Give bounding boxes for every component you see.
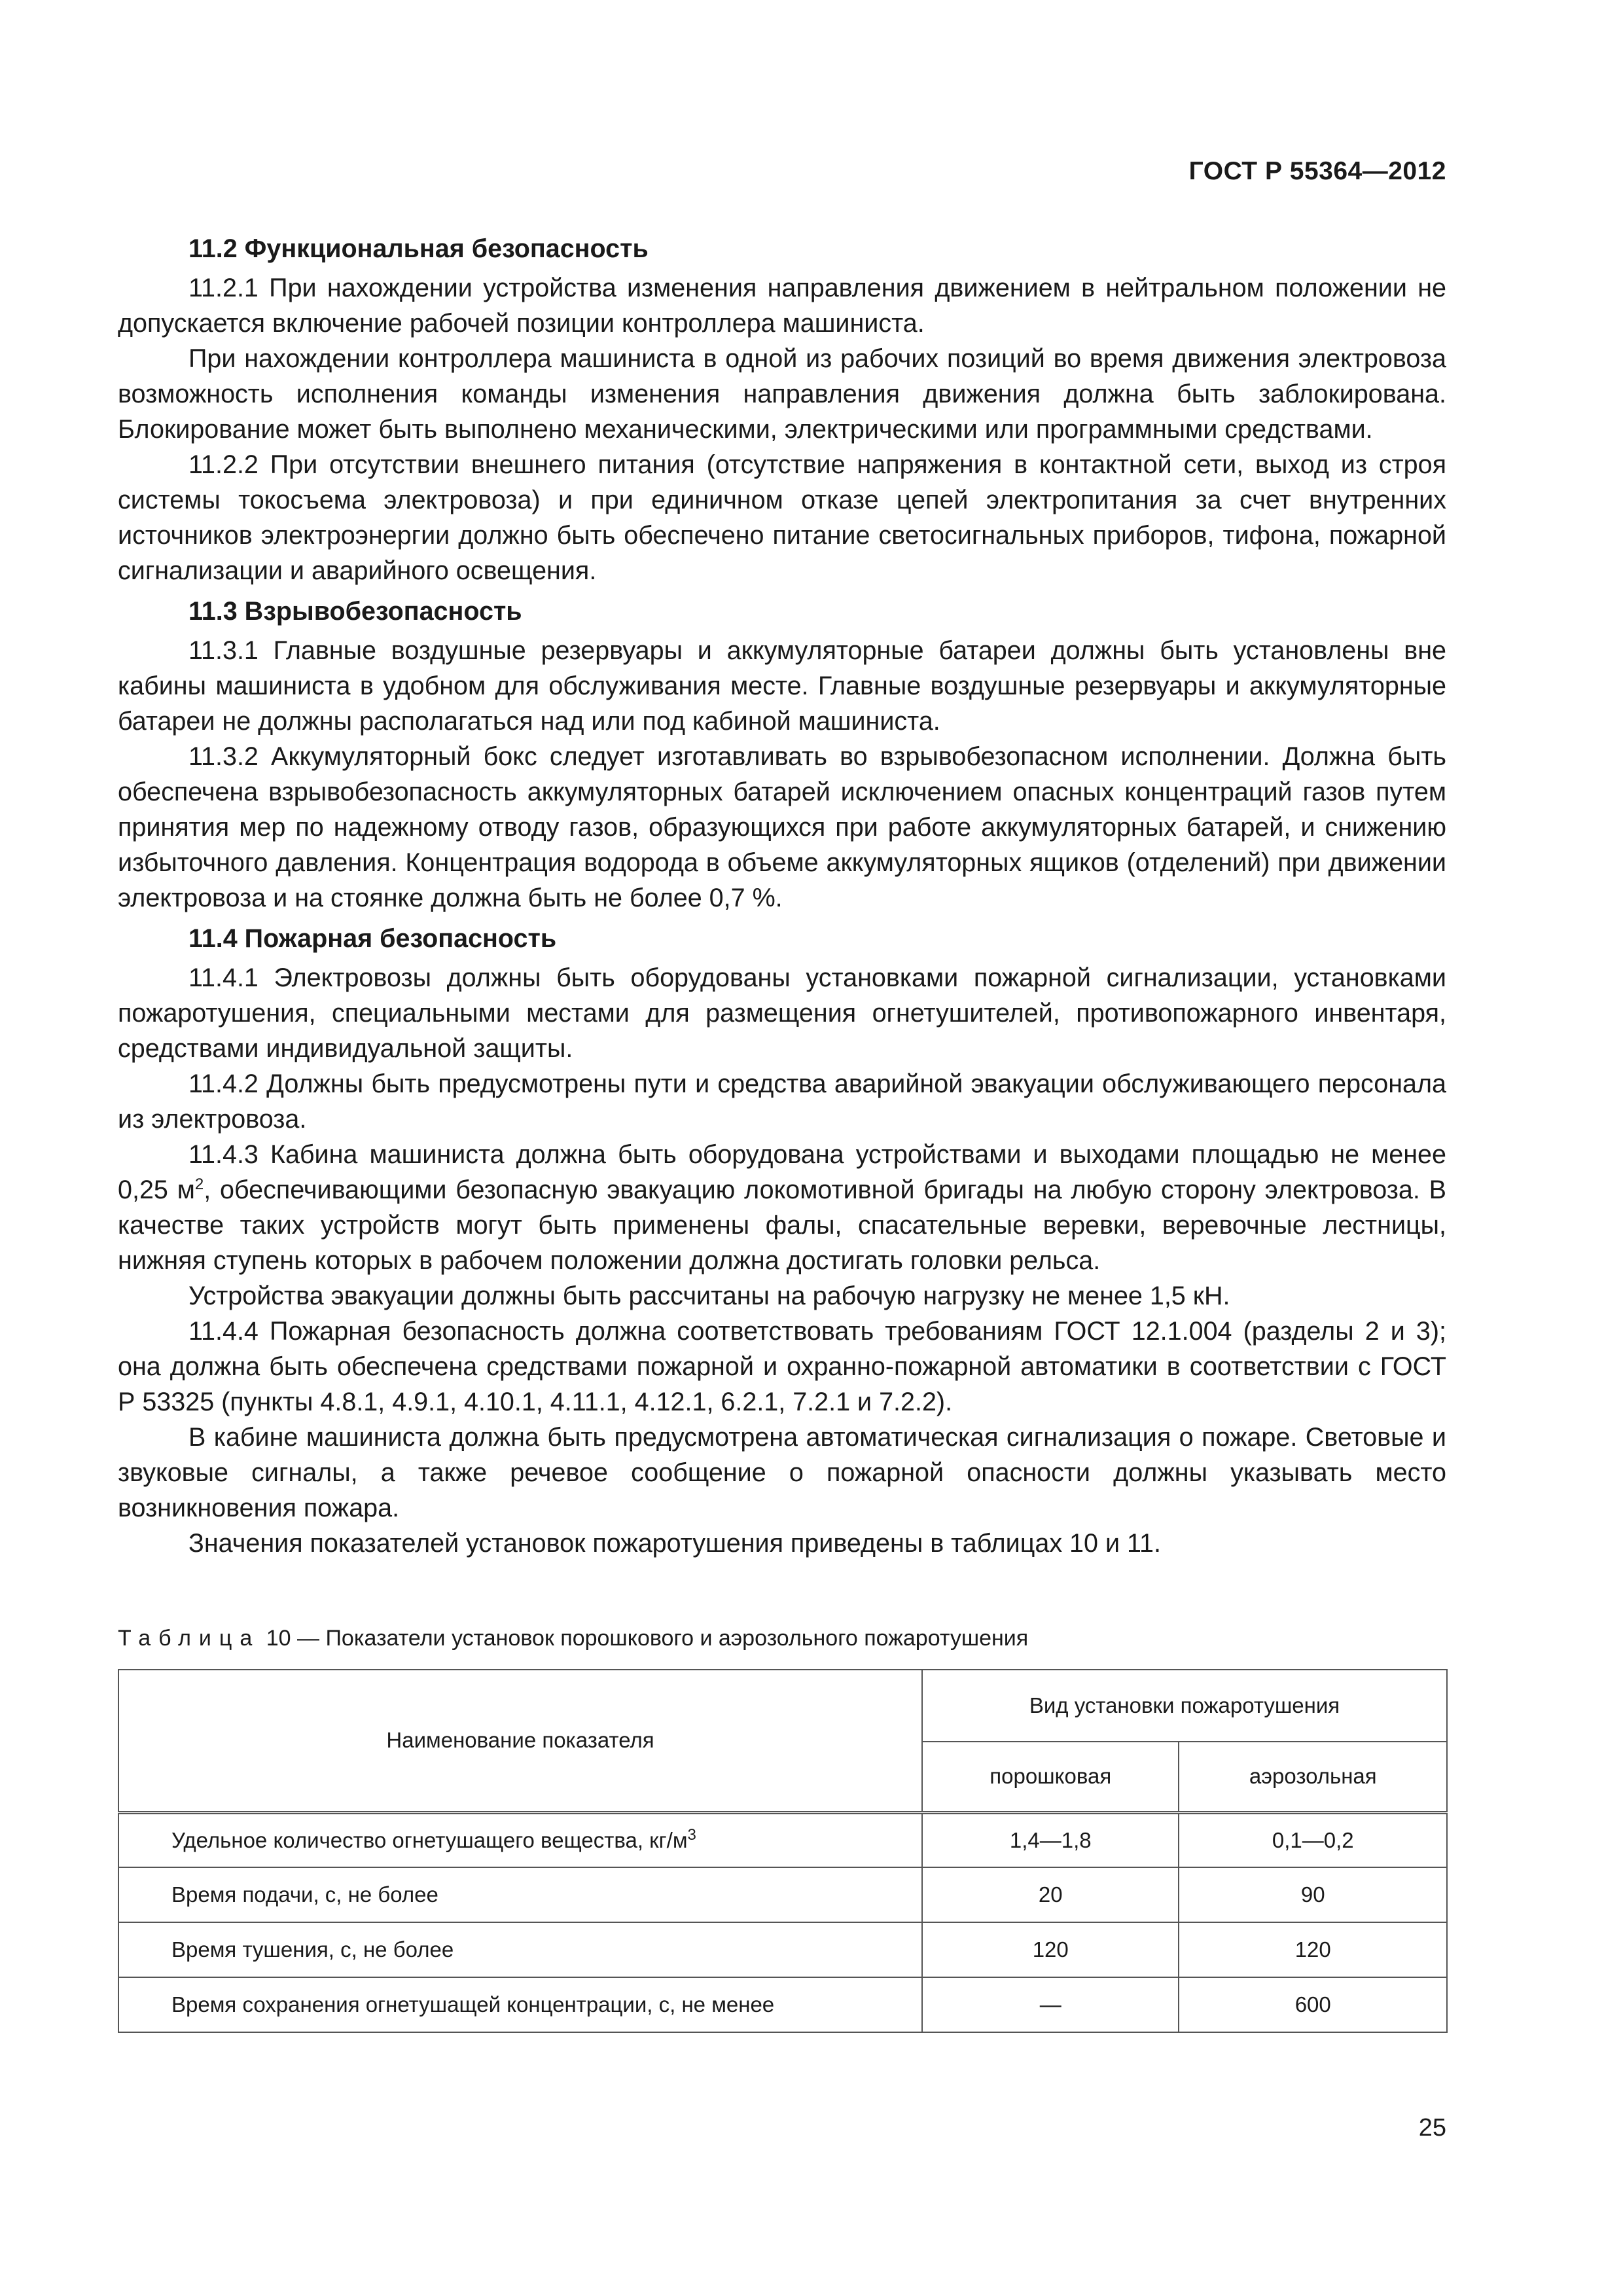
header-installation-type: Вид установки пожаротушения xyxy=(922,1670,1447,1742)
extinguishing-table xyxy=(118,1669,1448,2033)
paragraph-11-4-3-text: 11.4.3 Кабина машиниста должна быть оборудована устройствами и выходами площадью не менее 0,25 м xyxy=(118,1140,1446,1204)
document-body xyxy=(118,226,1446,1561)
row-name: Время сохранения огнетушащей концентрации, с, не менее xyxy=(118,1977,922,2032)
row-value-aerosol: 0,1—0,2 xyxy=(1179,1812,1447,1867)
paragraph-11-3-2: 11.3.2 Аккумуляторный бокс следует изготавливать во взрывобезопасном исполнении. Должна быть обеспечена взрывобезопасность аккумуляторных батарей исключением опасных концентраций газов путем принятия мер по надежному отводу газов, образующихся при работе аккумуляторных батарей, и снижению избыточного давления. Концентрация водорода в объеме аккумуляторных ящиков (отделений) при движении электровоза и на стоянке должна быть не более 0,7 %. xyxy=(118,742,1446,912)
table-row xyxy=(118,1922,1447,1977)
paragraph-11-4-4: 11.4.4 Пожарная безопасность должна соответствовать требованиям ГОСТ 12.1.004 (разделы 2 и 3); она должна быть обеспечена средствами пожарной и охранно-пожарной автоматики в соответствии с ГОСТ Р 53325 (пункты 4.8.1, 4.9.1, 4.10.1, 4.11.1, 4.12.1, 6.2.1, 7.2.1 и 7.2.2). xyxy=(118,1317,1446,1416)
paragraph-table-reference: Значения показателей установок пожаротушения приведены в таблицах 10 и 11. xyxy=(188,1529,1161,1558)
table-caption xyxy=(118,1623,1028,1653)
section-title-11-4: 11.4 Пожарная безопасность xyxy=(188,924,557,953)
header-aerosol: аэрозольная xyxy=(1179,1742,1447,1812)
paragraph-11-4-2: 11.4.2 Должны быть предусмотрены пути и средства аварийной эвакуации обслуживающего персонала из электровоза. xyxy=(118,1069,1446,1134)
row-value-powder: 120 xyxy=(922,1922,1179,1977)
paragraph-11-4-3-text-cont: , обеспечивающими безопасную эвакуацию локомотивной бригады на любую сторону электровоза. В качестве таких устройств могут быть применены фалы, спасательные веревки, веревочные лестницы, нижняя ступень которых в рабочем положении должна достигать головки рельса. xyxy=(118,1175,1446,1275)
paragraph-11-3-1: 11.3.1 Главные воздушные резервуары и аккумуляторные батареи должны быть установлены вне кабины машиниста в удобном для обслуживания месте. Главные воздушные резервуары и аккумуляторные батареи не должны располагаться над или под кабиной машиниста. xyxy=(118,636,1446,736)
header-indicator-name: Наименование показателя xyxy=(118,1670,922,1812)
row-value-aerosol: 120 xyxy=(1179,1922,1447,1977)
row-value-powder: 20 xyxy=(922,1867,1179,1922)
document-code: ГОСТ Р 55364—2012 xyxy=(1188,157,1446,185)
row-name xyxy=(118,1812,922,1867)
section-title-11-3: 11.3 Взрывобезопасность xyxy=(188,597,522,626)
row-value-powder: 1,4—1,8 xyxy=(922,1812,1179,1867)
table-row xyxy=(118,1812,1447,1867)
page-number: 25 xyxy=(1418,2114,1446,2142)
superscript: 3 xyxy=(687,1825,696,1844)
paragraph-11-4-1: 11.4.1 Электровозы должны быть оборудованы установками пожарной сигнализации, установками пожаротушения, специальными местами для размещения огнетушителей, противопожарного инвентаря, средствами индивидуальной защиты. xyxy=(118,963,1446,1063)
table-row xyxy=(118,1867,1447,1922)
row-name-text: Удельное количество огнетушащего вещества, кг/м xyxy=(171,1827,688,1852)
table-caption-text: 10 — Показатели установок порошкового и аэрозольного пожаротушения xyxy=(260,1626,1029,1651)
paragraph-11-2-2: 11.2.2 При отсутствии внешнего питания (отсутствие напряжения в контактной сети, выход из строя системы токосъема электровоза) и при единичном отказе цепей электропитания за счет внутренних источников электроэнергии должно быть обеспечено питание светосигнальных приборов, тифона, пожарной сигнализации и аварийного освещения. xyxy=(118,450,1446,585)
paragraph-11-4-3 xyxy=(118,1137,1446,1278)
header-powder: порошковая xyxy=(922,1742,1179,1812)
row-value-aerosol: 600 xyxy=(1179,1977,1447,2032)
row-value-powder: — xyxy=(922,1977,1179,2032)
table-caption-word: Таблица xyxy=(118,1626,260,1651)
row-value-aerosol: 90 xyxy=(1179,1867,1447,1922)
row-name: Время подачи, с, не более xyxy=(118,1867,922,1922)
superscript: 2 xyxy=(194,1175,204,1193)
table-row xyxy=(118,1977,1447,2032)
paragraph-11-2-1-cont: При нахождении контроллера машиниста в одной из рабочих позиций во время движения электровоза возможность исполнения команды изменения направления движения должна быть заблокирована. Блокирование может быть выполнено механическими, электрическими или программными средствами. xyxy=(118,344,1446,444)
row-name: Время тушения, с, не более xyxy=(118,1922,922,1977)
section-title-11-2: 11.2 Функциональная безопасность xyxy=(188,234,649,263)
paragraph-11-2-1: 11.2.1 При нахождении устройства изменения направления движением в нейтральном положении не допускается включение рабочей позиции контроллера машиниста. xyxy=(118,274,1446,338)
paragraph-evacuation-load: Устройства эвакуации должны быть рассчитаны на рабочую нагрузку не менее 1,5 кН. xyxy=(188,1282,1230,1310)
paragraph-fire-alarm: В кабине машиниста должна быть предусмотрена автоматическая сигнализация о пожаре. Световые и звуковые сигналы, а также речевое сообщение о пожарной опасности должны указывать место возникновения пожара. xyxy=(118,1423,1446,1522)
